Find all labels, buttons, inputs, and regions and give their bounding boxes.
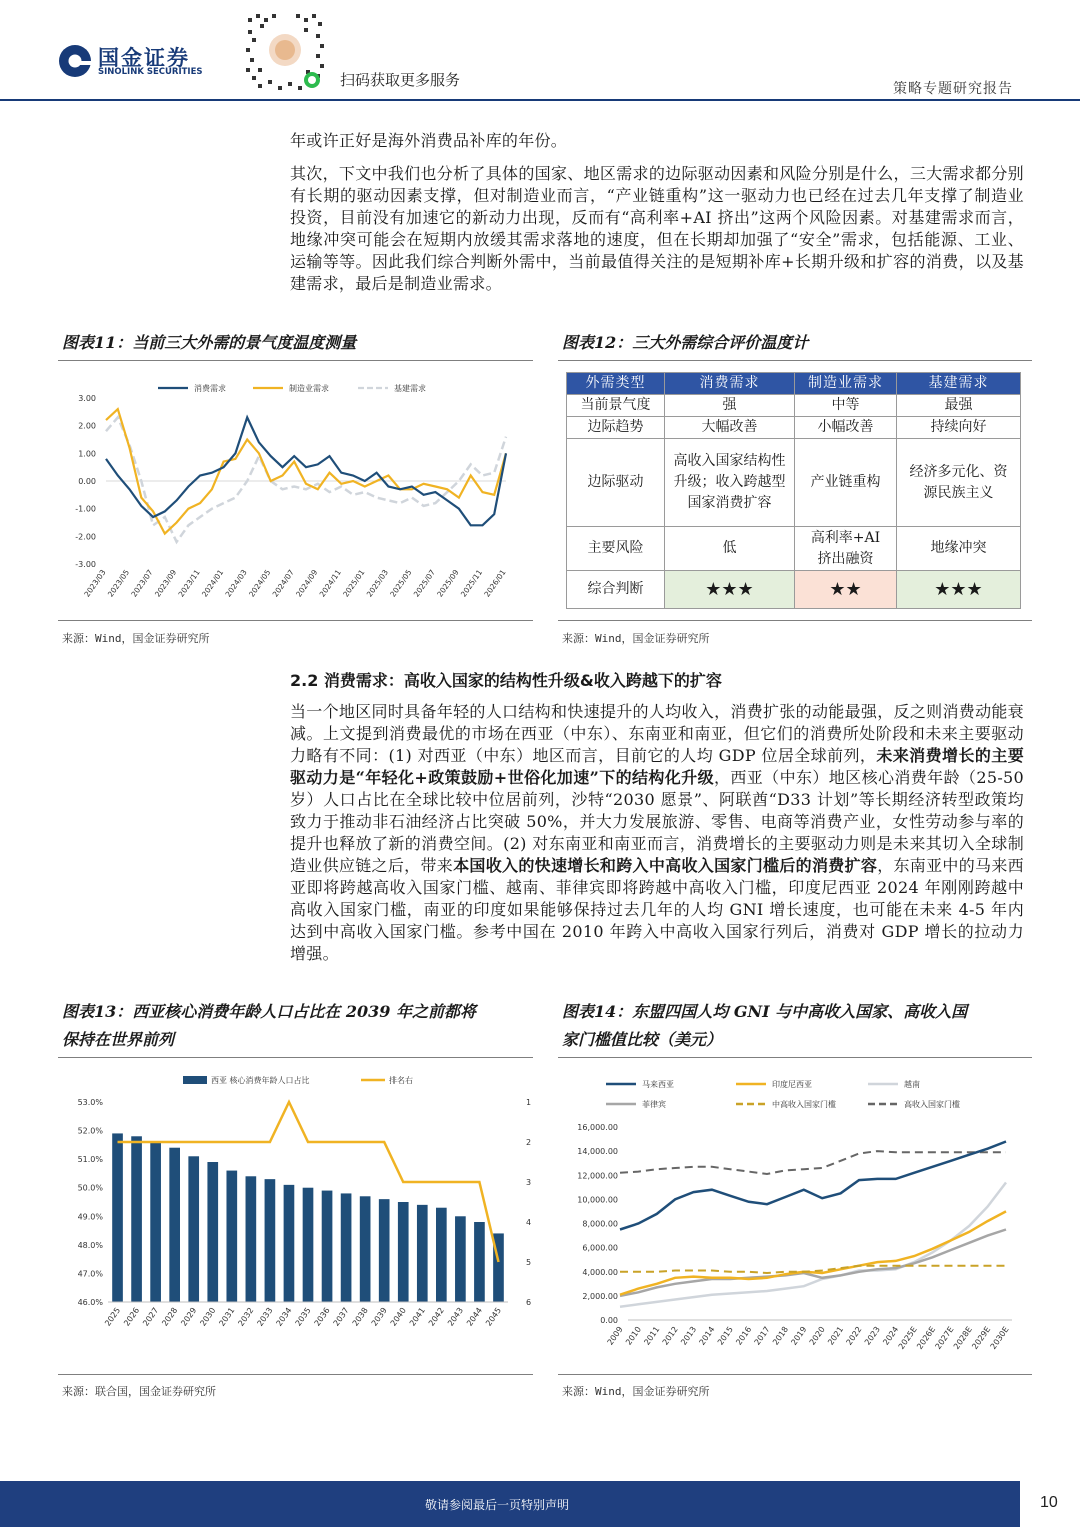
table-cell: 中等: [795, 395, 897, 417]
series-line-消费需求: [106, 417, 506, 525]
legend-label: 高收入国家门槛: [904, 1100, 960, 1109]
fig12-table-wrap: [566, 372, 1021, 609]
y-tick-label: 2.00: [78, 421, 96, 431]
table-row: [567, 439, 1021, 527]
star-rating: ★★: [795, 571, 897, 609]
x-tick-label: 2025/03: [364, 567, 390, 599]
table-cell: 持续向好: [897, 417, 1021, 439]
y-tick-label: 0.00: [78, 477, 96, 486]
fig11-chart: [58, 366, 533, 616]
fig11-source: 来源：Wind，国金证券研究所: [62, 632, 210, 645]
x-tick-label: 2042: [426, 1305, 446, 1328]
y2-tick-label: 2: [526, 1138, 532, 1147]
table-row: [567, 417, 1021, 439]
x-tick-label: 2032: [236, 1305, 256, 1328]
table-cell: 产业链重构: [795, 439, 897, 527]
x-tick-label: 2023: [862, 1324, 882, 1347]
row-label: 综合判断: [567, 571, 665, 609]
x-tick-label: 2021: [826, 1324, 846, 1347]
table-cell: 最强: [897, 395, 1021, 417]
x-tick-label: 2026E: [915, 1324, 938, 1351]
table-row: [567, 527, 1021, 571]
legend-label: 制造业需求: [289, 384, 329, 393]
y-tick-label: 50.0%: [77, 1183, 103, 1193]
paragraph-2: 其次，下文中我们也分析了具体的国家、地区需求的边际驱动因素和风险分别是什么，三大需求都分别有长期的驱动因素支撑，但对制造业而言，“产业链重构”这一驱动力也已经在过去几年支撑了制造业投资，目前没有加速它的新动力出现，反而有“高利率+AI 挤出”这两个风险因素。对基建需求而言，地缘冲突可能会在短期内放缓其需求落地的速度，但在长期却加强了“安全”需求，包括能源、工业、运输等等。因此我们综合判断外需中，当前最值得关注的是短期补库+长期升级和扩容的消费，以及基建需求，最后是制造业需求。: [290, 164, 1024, 293]
x-tick-label: 2023/05: [105, 567, 132, 599]
y-tick-label: 48.0%: [77, 1240, 103, 1250]
fig13-title-line1: 图表13：西亚核心消费年龄人口占比在 2039 年之前都将: [62, 1002, 476, 1021]
company-logo-icon: [58, 44, 92, 78]
qr-caption: 扫码获取更多服务: [340, 71, 461, 89]
table-cell: 经济多元化、资源民族主义: [897, 439, 1021, 527]
y-tick-label: 2,000.00: [582, 1291, 618, 1301]
fig12-header-infrastructure: 基建需求: [897, 373, 1021, 395]
fig14-title-line2: 家门槛值比较（美元）: [562, 1030, 723, 1049]
bar: [131, 1136, 142, 1302]
fig11-title-rule: [58, 360, 533, 361]
row-label: 当前景气度: [567, 395, 665, 417]
company-logo-cn: 国金证券: [98, 46, 190, 70]
x-tick-label: 2017: [752, 1324, 772, 1347]
y-tick-label: 51.0%: [77, 1155, 103, 1165]
fig13-title-line2: 保持在世界前列: [62, 1030, 175, 1049]
table-row: [567, 571, 1021, 609]
x-tick-label: 2018: [771, 1324, 791, 1347]
y-tick-label: 8,000.00: [582, 1219, 618, 1229]
y2-tick-label: 1: [526, 1098, 532, 1107]
section-title: 2.2 消费需求：高收入国家的结构性升级&收入跨越下的扩容: [290, 671, 722, 690]
fig13-title-rule: [58, 1057, 533, 1058]
x-tick-label: 2025/11: [458, 567, 485, 599]
x-tick-label: 2036: [312, 1305, 332, 1328]
legend-label: 越南: [904, 1080, 920, 1089]
y-tick-label: 46.0%: [77, 1298, 103, 1307]
x-tick-label: 2025E: [896, 1324, 919, 1351]
x-tick-label: 2015: [715, 1324, 735, 1347]
x-tick-label: 2024/07: [270, 567, 296, 599]
bar: [284, 1185, 295, 1302]
y-tick-label: 4,000.00: [582, 1267, 618, 1277]
bar: [474, 1222, 485, 1302]
y-tick-label: 47.0%: [77, 1269, 103, 1279]
bar: [246, 1176, 257, 1302]
fig14-chart: [558, 1062, 1032, 1372]
para-text: ，东南亚中的马来西亚即将跨越高收入国家门槛、越南、菲律宾即将跨越中高收入门槛，印度尼西亚 2024 年刚刚跨越中高收入国家门槛，南亚的印度如果能够保持过去几年的人均 GNI 增长速度，也可能在未来 4-5 年内达到中高收入国家门槛。参考中国在 2010 年跨入中高收入国家行列后，消费对 GDP 增长的拉动力增强。: [290, 856, 1024, 963]
x-tick-label: 2024/05: [247, 567, 273, 599]
x-tick-label: 2027: [141, 1305, 161, 1328]
x-tick-label: 2028E: [951, 1324, 974, 1351]
fig12-table: [566, 372, 1021, 609]
table-row: [567, 395, 1021, 417]
x-tick-label: 2039: [369, 1305, 389, 1328]
y-tick-label: 14,000.00: [577, 1147, 618, 1157]
y-tick-label: 49.0%: [77, 1212, 103, 1222]
series-line-马来西亚: [620, 1142, 1006, 1230]
x-tick-label: 2035: [293, 1305, 313, 1328]
fig13-bottom-rule: [58, 1374, 533, 1375]
table-cell: 高利率+AI挤出融资: [795, 527, 897, 571]
x-tick-label: 2014: [697, 1324, 717, 1347]
bar: [112, 1133, 123, 1302]
x-tick-label: 2025: [103, 1305, 123, 1328]
x-tick-label: 2013: [679, 1324, 699, 1347]
para-bold-text: 未来消费增长的主要驱动力是“年轻化+政策鼓励+世俗化加速”下的结构化升级: [290, 746, 1024, 787]
y-tick-label: -1.00: [75, 504, 96, 514]
x-tick-label: 2041: [407, 1305, 427, 1328]
x-tick-label: 2023/09: [152, 567, 179, 599]
x-tick-label: 2029: [179, 1305, 199, 1328]
bar: [188, 1156, 199, 1302]
table-cell: 低: [665, 527, 795, 571]
x-tick-label: 2026: [122, 1305, 142, 1328]
row-label: 主要风险: [567, 527, 665, 571]
fig12-header-row: [567, 373, 1021, 395]
x-tick-label: 2024/03: [223, 567, 249, 599]
bar: [207, 1162, 218, 1302]
y-tick-label: 6,000.00: [582, 1243, 618, 1253]
x-tick-label: 2031: [217, 1305, 237, 1328]
bar: [303, 1188, 314, 1302]
y-tick-label: 1.00: [78, 449, 96, 459]
star-rating: ★★★: [897, 571, 1021, 609]
header-divider: [0, 99, 1080, 101]
fig12-title: 图表12：三大外需综合评价温度计: [562, 333, 809, 352]
fig13-chart: [58, 1062, 533, 1372]
table-cell: 高收入国家结构性升级；收入跨越型国家消费扩容: [665, 439, 795, 527]
x-tick-label: 2037: [331, 1305, 351, 1328]
footer-bar: [0, 1481, 1020, 1527]
para-bold-text: 本国收入的快速增长和跨入中高收入国家门槛后的消费扩容: [453, 856, 878, 875]
para-text: ，西亚（中东）地区核心消费年龄（25-50 岁）人口占比在全球比较中位居前列，沙特“2030 愿景”、阿联酋“D33 计划”等长期经济转型政策均致力于推动非石油经济占比突破 50%，并大力发展旅游、零售、电商等消费产业，女性劳动参与率的提升也释放了新的消费空间。(2) 对东南亚和南亚而言，消费增长的主要驱动力则是未来其切入全球制造业供应链之后，带来: [290, 768, 1024, 875]
legend-label: 印度尼西亚: [772, 1080, 812, 1089]
y2-tick-label: 6: [526, 1298, 532, 1307]
x-tick-label: 2025/07: [411, 567, 438, 599]
x-tick-label: 2022: [844, 1324, 864, 1347]
x-tick-label: 2045: [484, 1305, 504, 1328]
section-paragraph: [290, 701, 1024, 965]
fig11-title: 图表11：当前三大外需的景气度温度测量: [62, 333, 357, 352]
qr-code-icon[interactable]: [242, 8, 328, 94]
x-tick-label: 2023/03: [82, 567, 108, 599]
y-tick-label: 3.00: [78, 394, 96, 403]
y-tick-label: 53.0%: [77, 1098, 103, 1107]
bar: [417, 1205, 428, 1302]
bar: [265, 1179, 276, 1302]
row-label: 边际趋势: [567, 417, 665, 439]
report-type: 策略专题研究报告: [893, 81, 1013, 97]
x-tick-label: 2033: [255, 1305, 275, 1328]
x-tick-label: 2025/01: [341, 567, 367, 599]
x-tick-label: 2009: [605, 1324, 625, 1347]
table-cell: 大幅改善: [665, 417, 795, 439]
header: [0, 0, 1080, 100]
row-label: 边际驱动: [567, 439, 665, 527]
x-tick-label: 2043: [445, 1305, 466, 1328]
bar: [341, 1193, 352, 1302]
company-logo-en: SINOLINK SECURITIES: [98, 67, 203, 77]
legend-label: 西亚 核心消费年龄人口占比: [211, 1076, 310, 1085]
paragraph-1: 年或许正好是海外消费品补库的年份。: [290, 131, 568, 150]
x-tick-label: 2026/01: [482, 567, 508, 599]
table-cell: 强: [665, 395, 795, 417]
x-tick-label: 2029E: [970, 1324, 993, 1351]
bar: [436, 1208, 447, 1302]
legend-label: 消费需求: [194, 384, 226, 393]
fig12-header-type: 外需类型: [567, 373, 665, 395]
fig12-header-consumer: 消费需求: [665, 373, 795, 395]
y-tick-label: 10,000.00: [577, 1195, 618, 1205]
fig13-source: 来源：联合国，国金证券研究所: [62, 1385, 216, 1398]
series-line-基建需求: [106, 417, 506, 542]
bar: [360, 1196, 371, 1302]
x-tick-label: 2038: [350, 1305, 370, 1328]
bar: [398, 1202, 409, 1302]
fig12-header-manufacturing: 制造业需求: [795, 373, 897, 395]
series-line-制造业需求: [106, 409, 506, 533]
y2-tick-label: 4: [526, 1218, 532, 1227]
y-tick-label: 16,000.00: [577, 1123, 618, 1132]
x-tick-label: 2024/01: [200, 567, 226, 599]
legend-swatch: [183, 1076, 207, 1084]
x-tick-label: 2024/11: [317, 567, 343, 599]
x-tick-label: 2011: [642, 1324, 662, 1347]
table-cell: 小幅改善: [795, 417, 897, 439]
x-tick-label: 2040: [388, 1305, 408, 1328]
fig11-bottom-rule: [58, 620, 533, 621]
x-tick-label: 2027E: [933, 1324, 956, 1351]
legend-label: 马来西亚: [642, 1080, 674, 1089]
bar: [379, 1199, 390, 1302]
series-line-越南: [620, 1183, 1006, 1307]
fig12-source: 来源：Wind，国金证券研究所: [562, 632, 710, 645]
y-tick-label: -2.00: [75, 532, 96, 542]
x-tick-label: 2034: [274, 1305, 294, 1328]
fig12-title-rule: [558, 360, 1032, 361]
para-text: 当一个地区同时具备年轻的人口结构和快速提升的人均收入，消费扩张的动能最强，反之则消费动能衰减。上文提到消费最优的市场在西亚（中东）、东南亚和南亚，但它们的消费所处阶段和未来主要驱动力略有不同：(1) 对西亚（中东）地区而言，目前它的人均 GDP 位居全球前列，: [290, 702, 1024, 765]
fig14-title-rule: [558, 1057, 1032, 1058]
x-tick-label: 2030E: [988, 1324, 1011, 1351]
y-tick-label: 52.0%: [77, 1126, 103, 1136]
footer-disclaimer[interactable]: 敬请参阅最后一页特别声明: [425, 1498, 570, 1512]
x-tick-label: 2028: [160, 1305, 180, 1328]
fig12-bottom-rule: [558, 620, 1032, 621]
x-tick-label: 2023/07: [129, 567, 155, 599]
legend-label: 基建需求: [394, 384, 426, 393]
fig14-title-line1: 图表14：东盟四国人均 GNI 与中高收入国家、高收入国: [562, 1002, 968, 1021]
x-tick-label: 2016: [734, 1324, 754, 1347]
page-number: 10: [1040, 1494, 1058, 1511]
bar: [455, 1216, 466, 1302]
x-tick-label: 2019: [789, 1324, 809, 1347]
legend-label: 排名右: [389, 1076, 413, 1085]
x-tick-label: 2025/09: [435, 567, 461, 599]
x-tick-label: 2024/09: [294, 567, 320, 599]
y2-tick-label: 3: [526, 1178, 532, 1187]
y-tick-label: 0.00: [600, 1316, 618, 1325]
bar: [169, 1148, 180, 1302]
table-cell: 地缘冲突: [897, 527, 1021, 571]
x-tick-label: 2030: [198, 1305, 218, 1328]
x-tick-label: 2010: [623, 1324, 644, 1347]
bar: [150, 1142, 161, 1302]
x-tick-label: 2012: [660, 1324, 680, 1347]
y2-tick-label: 5: [526, 1258, 532, 1267]
x-tick-label: 2024: [881, 1324, 901, 1347]
legend-label: 菲律宾: [642, 1100, 666, 1109]
fig14-source: 来源：Wind，国金证券研究所: [562, 1385, 710, 1398]
y-tick-label: 12,000.00: [577, 1171, 618, 1181]
x-tick-label: 2044: [465, 1305, 485, 1328]
series-line-菲律宾: [620, 1230, 1006, 1296]
bar: [226, 1171, 237, 1302]
x-tick-label: 2023/11: [176, 567, 202, 599]
x-tick-label: 2020: [807, 1324, 827, 1347]
y-tick-label: -3.00: [75, 560, 96, 569]
star-rating: ★★★: [665, 571, 795, 609]
bar: [322, 1191, 333, 1302]
legend-label: 中高收入国家门槛: [772, 1100, 836, 1109]
x-tick-label: 2025/05: [388, 567, 414, 599]
fig14-bottom-rule: [558, 1374, 1032, 1375]
